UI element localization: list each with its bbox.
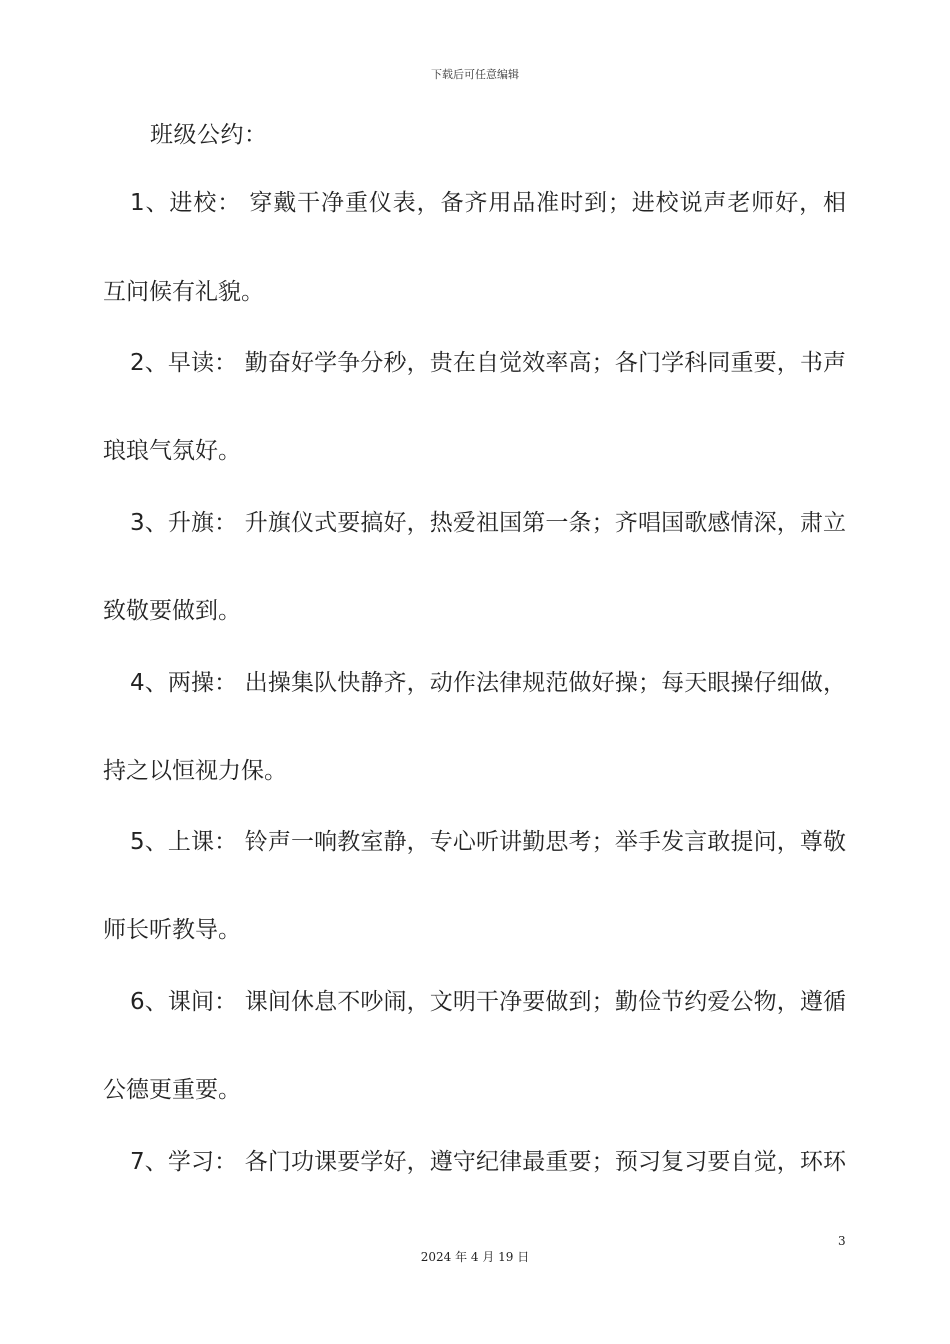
rule-4-line-1: 4、两操： 出操集队快静齐，动作法律规范做好操；每天眼操仔细做， [130, 670, 846, 696]
footer-date: 2024 年 4 月 19 日 [420, 1250, 530, 1264]
rule-6-line-1: 6、课间： 课间休息不吵闹，文明干净要做到；勤俭节约爱公物，遵循 [130, 989, 846, 1015]
rule-2-line-1: 2、早读： 勤奋好学争分秒，贵在自觉效率高；各门学科同重要，书声 [130, 350, 846, 376]
document-title: 班级公约： [150, 122, 268, 148]
rule-5-line-2: 师长听教导。 [103, 917, 241, 943]
rule-6-line-2: 公德更重要。 [103, 1077, 241, 1103]
rule-3-line-2: 致敬要做到。 [103, 598, 241, 624]
rule-1-line-2: 互问候有礼貌。 [103, 279, 264, 305]
page-number: 3 [838, 1234, 846, 1248]
rule-5-line-1: 5、上课： 铃声一响教室静，专心听讲勤思考；举手发言敢提问，尊敬 [130, 829, 846, 855]
page-header: 下载后可任意编辑 [431, 68, 519, 81]
rule-4-line-2: 持之以恒视力保。 [103, 758, 287, 784]
rule-7-line-1: 7、学习： 各门功课要学好，遵守纪律最重要；预习复习要自觉，环环 [130, 1149, 846, 1175]
rule-2-line-2: 琅琅气氛好。 [103, 438, 241, 464]
rule-1-line-1: 1、进校： 穿戴干净重仪表，备齐用品准时到；进校说声老师好，相 [130, 190, 846, 216]
rule-3-line-1: 3、升旗： 升旗仪式要搞好，热爱祖国第一条；齐唱国歌感情深，肃立 [130, 510, 846, 536]
